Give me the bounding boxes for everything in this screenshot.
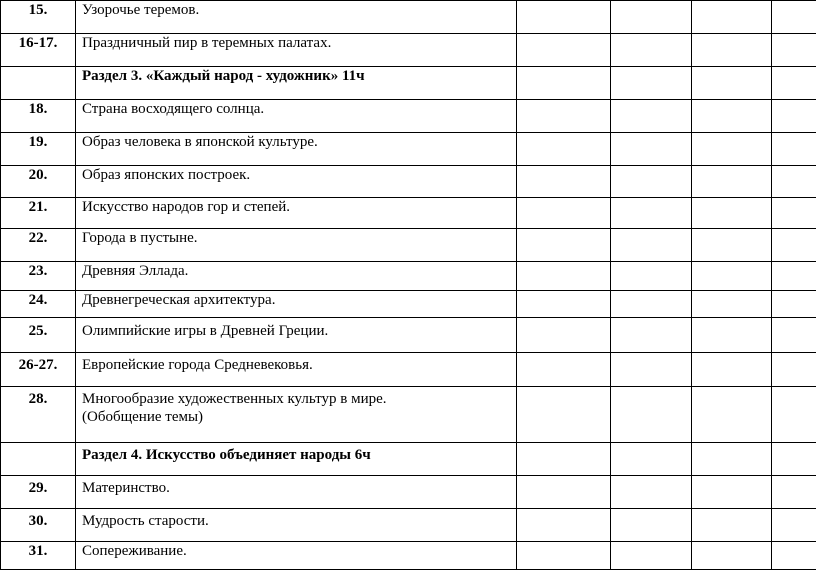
empty-cell (611, 100, 692, 133)
empty-cell (692, 542, 772, 570)
empty-cell (517, 509, 611, 542)
table-row (1, 34, 816, 67)
empty-cell (772, 166, 816, 198)
table-row (1, 198, 816, 229)
lesson-topic: Мудрость старости. (76, 509, 517, 542)
empty-cell (611, 476, 692, 509)
lesson-number: 23. (1, 262, 76, 291)
empty-cell (772, 476, 816, 509)
empty-cell (772, 353, 816, 387)
empty-cell (611, 166, 692, 198)
empty-cell (772, 133, 816, 166)
lesson-number: 19. (1, 133, 76, 166)
lesson-topic: Узорочье теремов. (76, 1, 517, 34)
empty-cell (517, 443, 611, 476)
empty-cell (517, 229, 611, 262)
empty-cell (611, 229, 692, 262)
lesson-number: 20. (1, 166, 76, 198)
empty-cell (772, 387, 816, 443)
table-row (1, 133, 816, 166)
table-row (1, 542, 816, 570)
empty-cell (772, 100, 816, 133)
table-row (1, 318, 816, 353)
lesson-topic: Страна восходящего солнца. (76, 100, 517, 133)
lesson-number: 22. (1, 229, 76, 262)
table-row (1, 353, 816, 387)
empty-cell (772, 229, 816, 262)
section-title: Раздел 4. Искусство объединяет народы 6ч (76, 443, 517, 476)
empty-cell (611, 34, 692, 67)
empty-cell (611, 318, 692, 353)
empty-cell (692, 318, 772, 353)
empty-cell (611, 291, 692, 318)
lesson-topic (76, 387, 517, 443)
empty-cell (517, 166, 611, 198)
lesson-topic: Европейские города Средневековья. (76, 353, 517, 387)
empty-cell (772, 509, 816, 542)
empty-cell (611, 198, 692, 229)
empty-cell (692, 166, 772, 198)
empty-cell (517, 133, 611, 166)
table-row (1, 229, 816, 262)
table-row (1, 262, 816, 291)
empty-cell (517, 542, 611, 570)
empty-cell (611, 1, 692, 34)
empty-cell (772, 443, 816, 476)
empty-cell (692, 67, 772, 100)
table-row (1, 100, 816, 133)
empty-cell (772, 262, 816, 291)
lesson-topic-note: (Обобщение темы) (82, 408, 510, 426)
empty-cell (517, 67, 611, 100)
lesson-number: 24. (1, 291, 76, 318)
lesson-topic: Образ японских построек. (76, 166, 517, 198)
empty-cell (692, 100, 772, 133)
empty-cell (772, 291, 816, 318)
empty-cell (692, 229, 772, 262)
lesson-number: 15. (1, 1, 76, 34)
lesson-number (1, 67, 76, 100)
empty-cell (517, 100, 611, 133)
lesson-number: 16-17. (1, 34, 76, 67)
empty-cell (772, 542, 816, 570)
lesson-number: 30. (1, 509, 76, 542)
lesson-topic: Олимпийские игры в Древней Греции. (76, 318, 517, 353)
empty-cell (611, 509, 692, 542)
empty-cell (692, 133, 772, 166)
empty-cell (517, 198, 611, 229)
empty-cell (517, 1, 611, 34)
empty-cell (772, 67, 816, 100)
empty-cell (772, 34, 816, 67)
lesson-number: 18. (1, 100, 76, 133)
empty-cell (611, 262, 692, 291)
empty-cell (517, 291, 611, 318)
empty-cell (772, 1, 816, 34)
lesson-number: 21. (1, 198, 76, 229)
empty-cell (692, 291, 772, 318)
empty-cell (517, 476, 611, 509)
table-row (1, 166, 816, 198)
empty-cell (611, 542, 692, 570)
empty-cell (772, 318, 816, 353)
empty-cell (611, 67, 692, 100)
lesson-topic: Сопереживание. (76, 542, 517, 570)
lesson-number (1, 443, 76, 476)
lesson-number: 29. (1, 476, 76, 509)
empty-cell (517, 387, 611, 443)
empty-cell (692, 198, 772, 229)
table-row (1, 291, 816, 318)
table-row (1, 509, 816, 542)
empty-cell (517, 353, 611, 387)
empty-cell (517, 262, 611, 291)
lesson-number: 25. (1, 318, 76, 353)
table-row (1, 387, 816, 443)
table-row (1, 476, 816, 509)
empty-cell (772, 198, 816, 229)
empty-cell (692, 387, 772, 443)
lesson-topic: Древнегреческая архитектура. (76, 291, 517, 318)
lesson-topic-line: Многообразие художественных культур в мире. (82, 390, 510, 408)
empty-cell (611, 133, 692, 166)
table-row (1, 1, 816, 34)
lesson-topic: Города в пустыне. (76, 229, 517, 262)
section-row (1, 67, 816, 100)
lesson-topic: Древняя Эллада. (76, 262, 517, 291)
empty-cell (692, 476, 772, 509)
lesson-topic: Материнство. (76, 476, 517, 509)
empty-cell (692, 509, 772, 542)
empty-cell (692, 34, 772, 67)
empty-cell (517, 318, 611, 353)
empty-cell (692, 262, 772, 291)
lesson-number: 31. (1, 542, 76, 570)
empty-cell (517, 34, 611, 67)
lesson-number: 26-27. (1, 353, 76, 387)
lesson-topic: Праздничный пир в теремных палатах. (76, 34, 517, 67)
lesson-number: 28. (1, 387, 76, 443)
section-title: Раздел 3. «Каждый народ - художник» 11ч (76, 67, 517, 100)
section-row (1, 443, 816, 476)
empty-cell (611, 353, 692, 387)
empty-cell (692, 1, 772, 34)
empty-cell (692, 443, 772, 476)
lesson-topic: Образ человека в японской культуре. (76, 133, 517, 166)
empty-cell (692, 353, 772, 387)
lesson-topic: Искусство народов гор и степей. (76, 198, 517, 229)
empty-cell (611, 387, 692, 443)
empty-cell (611, 443, 692, 476)
